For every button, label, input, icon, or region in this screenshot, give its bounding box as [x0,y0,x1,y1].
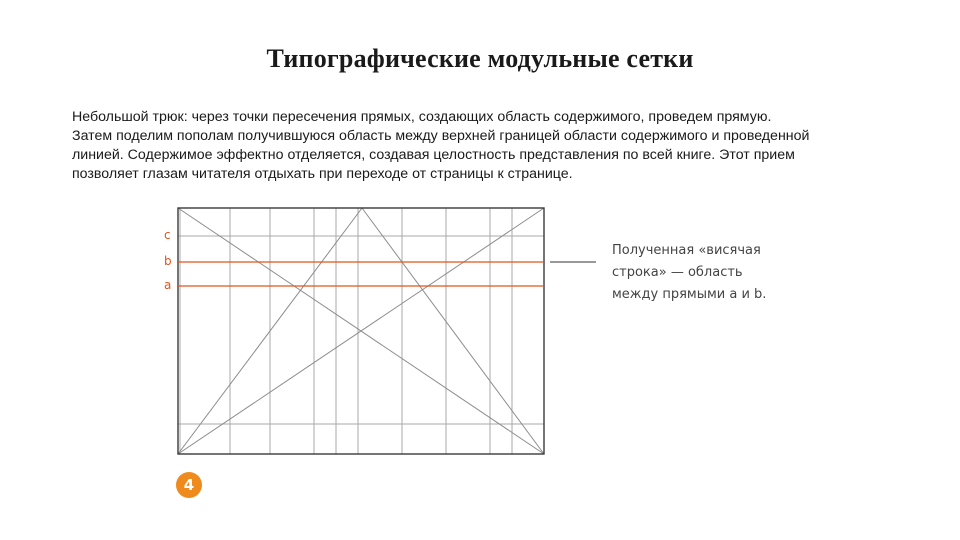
paragraph-line: позволяет глазам читателя отдыхать при переходе от страницы к странице. [72,166,573,182]
line-label-c: c [164,228,171,242]
callout-line-text: строка» — область [612,265,743,280]
callout-text [612,240,832,306]
line-label-b: b [164,254,172,268]
construction-diagonals [178,208,544,454]
paragraph-line: линией. Содержимое эффектно отделяется, создавая целостность представления по всей книге. Этот прием [72,147,795,163]
callout-line-text: Полученная «висячая [612,243,761,258]
slide-title: Типографические модульные сетки [266,44,694,73]
callout-line-text: между прямыми a и b. [612,287,767,302]
step-number-badge: 4 [176,472,202,498]
paragraph-line: Затем поделим пополам получившуюся область между верхней границей области содержимого и проведенной [72,128,810,144]
line-label-a: a [164,278,172,292]
diagonal-line [362,208,544,454]
paragraph-line: Небольшой трюк: через точки пересечения прямых, создающих область содержимого, проведем прямую. [72,109,772,125]
description-paragraph [72,108,912,184]
